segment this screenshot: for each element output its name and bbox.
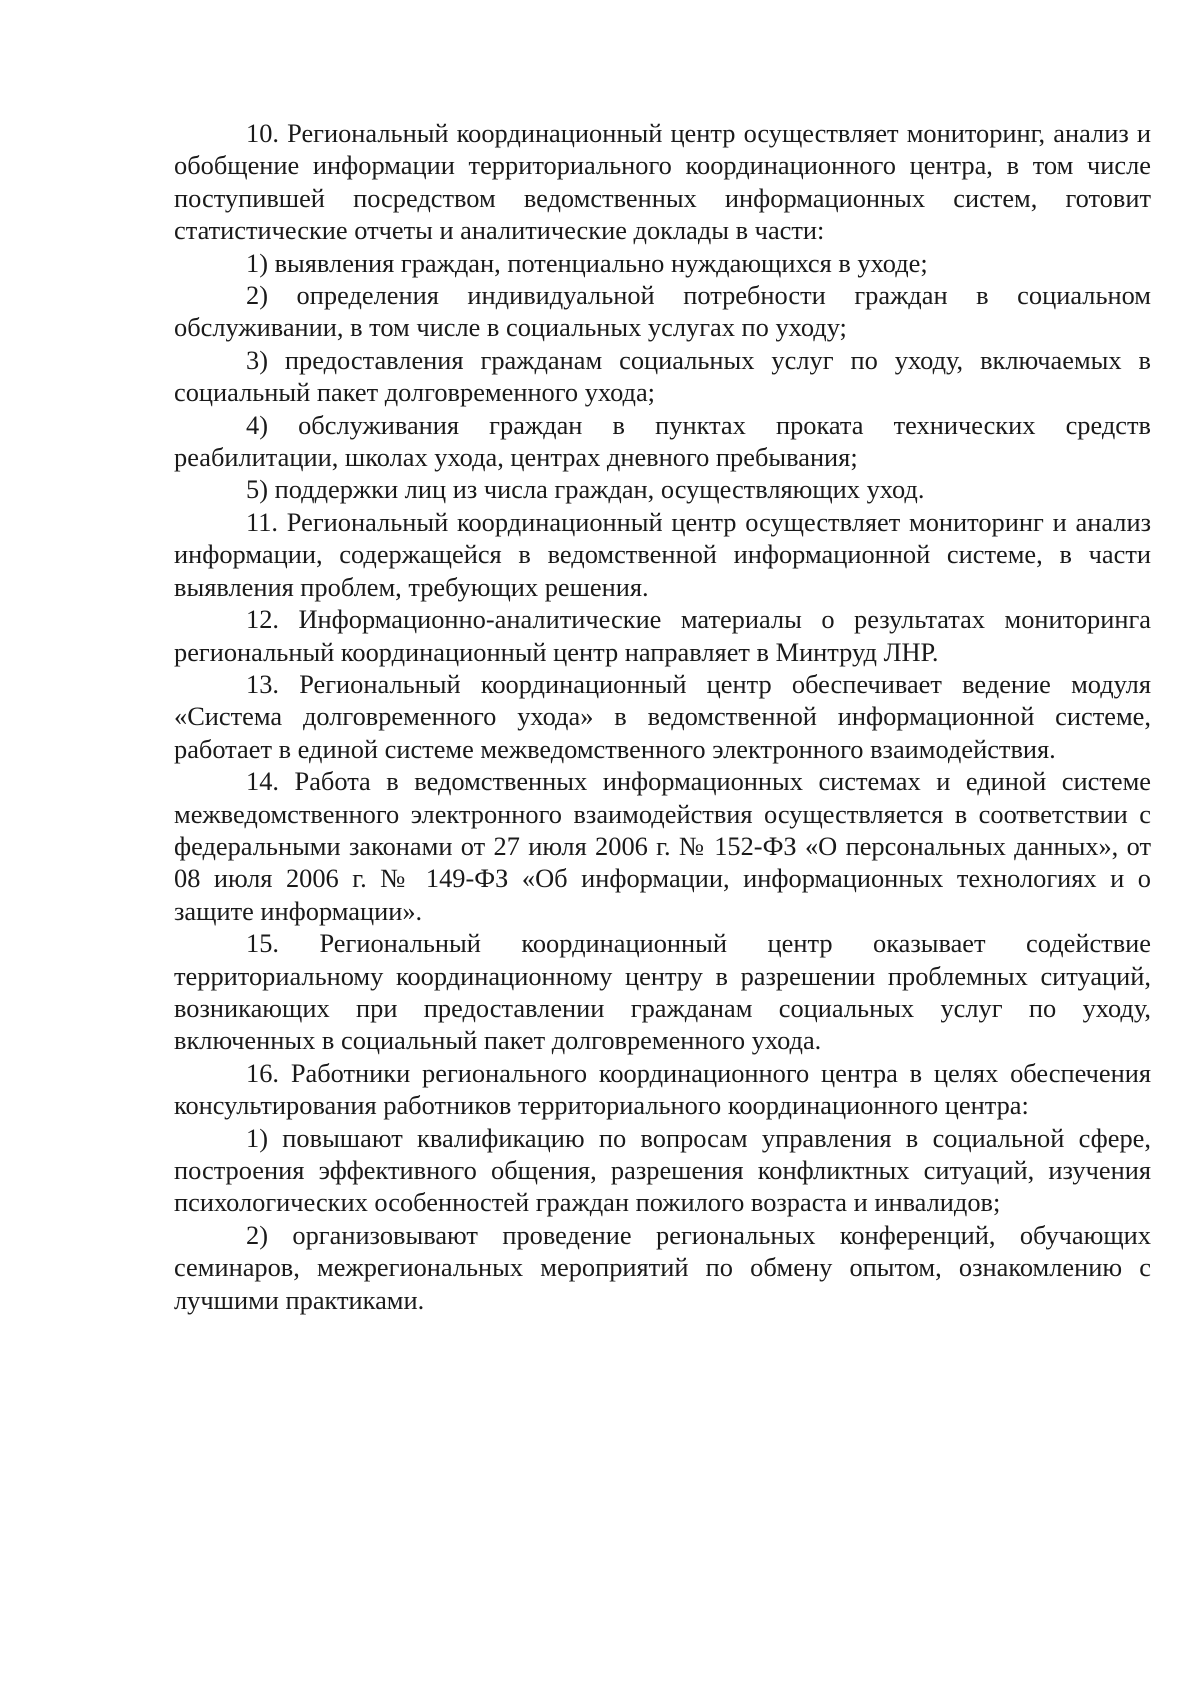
paragraph-10-item-1: 1) выявления граждан, потенциально нуждающихся в уходе;: [246, 247, 928, 278]
paragraph-13: 13. Региональный координационный центр обеспечивает ведение модуля «Система долговременного ухода» в ведомственной информационной системе, работает в единой системе межведомственного электронного взаимодействия.: [174, 668, 1151, 764]
document-body: [174, 117, 1151, 1316]
paragraph-15: 15. Региональный координационный центр оказывает содействие территориальному координационному центру в разрешении проблемных ситуаций, возникающих при предоставлении гражданам социальных услуг по уходу, включенных в социальный пакет долговременного ухода.: [174, 928, 1151, 1056]
paragraph-16: 16. Работники регионального координационного центра в целях обеспечения консультирования работников территориального координационного центра:: [174, 1057, 1151, 1121]
paragraph-11: 11. Региональный координационный центр осуществляет мониторинг и анализ информации, содержащейся в ведомственной информационной системе, в части выявления проблем, требующих решения.: [174, 506, 1151, 602]
paragraph-16-item-2: 2) организовывают проведение региональных конференций, обучающих семинаров, межрегиональных мероприятий по обмену опытом, ознакомлению с лучшими практиками.: [174, 1219, 1151, 1315]
paragraph-10-item-2: 2) определения индивидуальной потребности граждан в социальном обслуживании, в том числе в социальных услугах по уходу;: [174, 280, 1151, 343]
paragraph-12: 12. Информационно-аналитические материалы о результатах мониторинга региональный координационный центр направляет в Минтруд ЛНР.: [174, 604, 1151, 667]
paragraph-14: 14. Работа в ведомственных информационных системах и единой системе межведомственного электронного взаимодействия осуществляется в соответствии с федеральными законами от 27 июля 2006 г. № 152-ФЗ «О персональных данных», от 08 июля 2006 г. № 149-ФЗ «Об информации, информационных технологиях и о защите информации».: [174, 766, 1151, 926]
paragraph-10-item-4: 4) обслуживания граждан в пунктах проката технических средств реабилитации, школах ухода, центрах дневного пребывания;: [174, 409, 1151, 473]
paragraph-10-item-3: 3) предоставления гражданам социальных услуг по уходу, включаемых в социальный пакет долговременного ухода;: [174, 344, 1151, 408]
paragraph-10: 10. Региональный координационный центр осуществляет мониторинг, анализ и обобщение информации территориального координационного центра, в том числе поступившей посредством ведомственных информационных систем, готовит статистические отчеты и аналитические доклады в части:: [174, 118, 1151, 246]
paragraph-10-item-5: 5) поддержки лиц из числа граждан, осуществляющих уход.: [246, 474, 925, 505]
paragraph-16-item-1: 1) повышают квалификацию по вопросам управления в социальной сфере, построения эффективного общения, разрешения конфликтных ситуаций, изучения психологических особенностей граждан пожилого возраста и инвалидов;: [174, 1122, 1151, 1218]
